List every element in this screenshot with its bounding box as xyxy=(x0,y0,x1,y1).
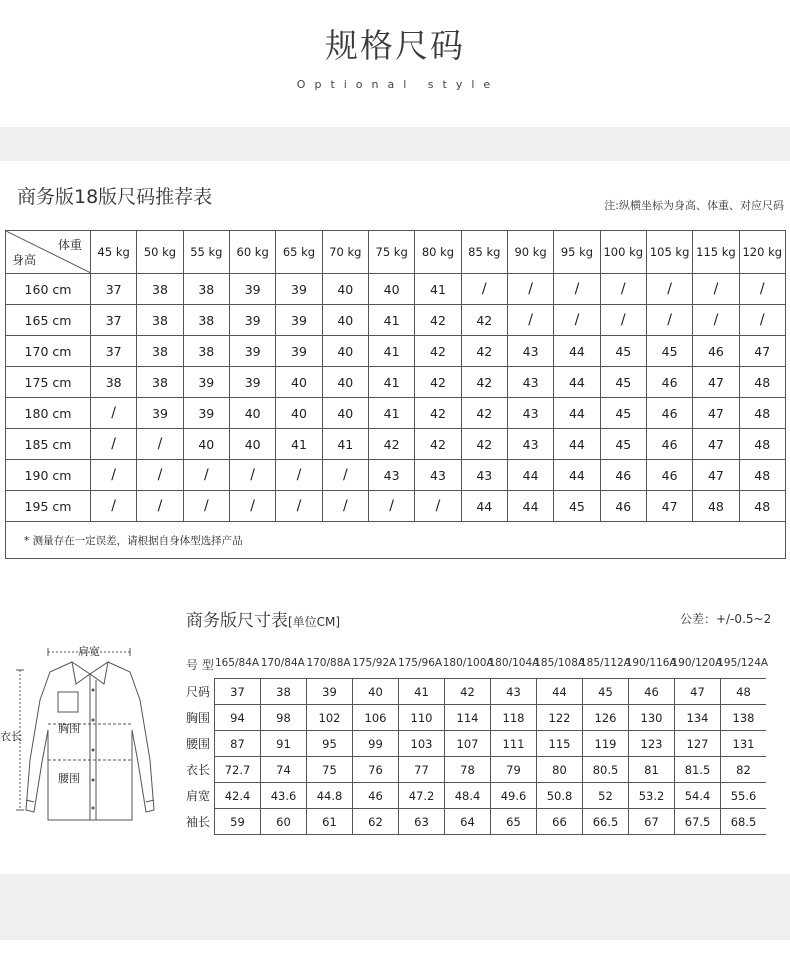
size-cell: 47 xyxy=(693,460,739,491)
model-cell: 185/112A xyxy=(580,657,631,669)
size-value-cell: 46 xyxy=(629,679,675,705)
size-cell: 46 xyxy=(600,460,646,491)
model-cell: 170/84A xyxy=(260,657,305,669)
chest-label: 胸围 xyxy=(58,723,80,735)
size-cell: 42 xyxy=(415,398,461,429)
size-cell: 47 xyxy=(693,367,739,398)
size-cell: 38 xyxy=(183,305,229,336)
size-cell: 39 xyxy=(276,274,322,305)
size-value-cell: 46 xyxy=(353,783,399,809)
size-table-unit: [单位CM] xyxy=(288,615,341,629)
size-cell: 43 xyxy=(368,460,414,491)
recommend-title: 商务版18版尺码推荐表 xyxy=(17,186,213,208)
size-cell-na: / xyxy=(91,491,137,522)
size-value-cell: 81 xyxy=(629,757,675,783)
size-cell: 41 xyxy=(276,429,322,460)
recommend-row xyxy=(6,305,786,336)
size-cell: 37 xyxy=(91,274,137,305)
recommend-body xyxy=(6,274,786,522)
size-cell: 48 xyxy=(739,491,785,522)
size-cell: 41 xyxy=(415,274,461,305)
height-cell: 175 cm xyxy=(6,367,91,398)
size-cell: 39 xyxy=(183,367,229,398)
size-cell: 41 xyxy=(322,429,368,460)
model-cell: 195/124A xyxy=(717,657,769,669)
size-value-cell: 60 xyxy=(261,809,307,835)
size-value-cell: 40 xyxy=(353,679,399,705)
size-value-cell: 62 xyxy=(353,809,399,835)
size-value-cell: 45 xyxy=(583,679,629,705)
size-cell-na: / xyxy=(693,274,739,305)
size-cell-na: / xyxy=(646,274,692,305)
recommend-note: 注:纵横坐标为身高、体重、对应尺码 xyxy=(604,199,784,212)
size-cell: 39 xyxy=(229,367,275,398)
size-cell-na: / xyxy=(91,398,137,429)
size-row-label: 衣长 xyxy=(186,763,211,777)
size-cell: 47 xyxy=(693,429,739,460)
size-table-title-text: 商务版尺寸表 xyxy=(186,611,288,631)
weight-header: 100 kg xyxy=(600,231,646,274)
size-value-cell: 59 xyxy=(215,809,261,835)
size-cell: 40 xyxy=(368,274,414,305)
waist-label: 腰围 xyxy=(58,773,80,785)
weight-header: 70 kg xyxy=(322,231,368,274)
size-row xyxy=(186,705,766,731)
size-cell: 44 xyxy=(554,367,600,398)
size-value-cell: 47 xyxy=(675,679,721,705)
size-value-cell: 43.6 xyxy=(261,783,307,809)
size-value-cell: 78 xyxy=(445,757,491,783)
size-cell-na: / xyxy=(507,274,553,305)
recommend-header-row xyxy=(6,231,786,274)
size-value-cell: 66 xyxy=(537,809,583,835)
size-cell: 46 xyxy=(693,336,739,367)
shoulder-label: 肩宽 xyxy=(78,646,100,658)
size-value-cell: 55.6 xyxy=(721,783,767,809)
size-value-cell: 42.4 xyxy=(215,783,261,809)
size-value-cell: 47.2 xyxy=(399,783,445,809)
size-cell: 40 xyxy=(322,305,368,336)
height-cell: 160 cm xyxy=(6,274,91,305)
weight-header: 50 kg xyxy=(137,231,183,274)
height-cell: 170 cm xyxy=(6,336,91,367)
size-value-cell: 107 xyxy=(445,731,491,757)
size-cell: 47 xyxy=(693,398,739,429)
model-cell: 185/108A xyxy=(534,657,586,669)
size-cell-na: / xyxy=(229,460,275,491)
size-cell: 40 xyxy=(183,429,229,460)
size-table-body xyxy=(186,679,766,835)
size-cell: 41 xyxy=(368,367,414,398)
size-value-cell: 130 xyxy=(629,705,675,731)
size-cell-na: / xyxy=(461,274,507,305)
size-cell: 43 xyxy=(507,398,553,429)
model-label: 号 型 xyxy=(186,658,214,672)
size-cell: 44 xyxy=(507,491,553,522)
size-cell: 38 xyxy=(91,367,137,398)
size-cell: 38 xyxy=(137,336,183,367)
size-value-cell: 91 xyxy=(261,731,307,757)
recommend-row xyxy=(6,398,786,429)
page-title: 规格尺码 xyxy=(325,26,465,65)
model-cell: 190/120A xyxy=(671,657,723,669)
size-cell: 38 xyxy=(137,305,183,336)
size-cell: 40 xyxy=(229,398,275,429)
weight-header: 75 kg xyxy=(368,231,414,274)
size-row-label: 腰围 xyxy=(186,737,211,751)
size-value-cell: 43 xyxy=(491,679,537,705)
size-value-cell: 63 xyxy=(399,809,445,835)
size-value-cell: 54.4 xyxy=(675,783,721,809)
size-value-cell: 64 xyxy=(445,809,491,835)
recommend-footnote-row xyxy=(6,522,786,559)
size-cell: 38 xyxy=(183,336,229,367)
size-value-cell: 48 xyxy=(721,679,767,705)
weight-header: 55 kg xyxy=(183,231,229,274)
weight-header: 60 kg xyxy=(229,231,275,274)
size-cell: 46 xyxy=(646,398,692,429)
size-row xyxy=(186,757,766,783)
size-row xyxy=(186,783,766,809)
size-value-cell: 77 xyxy=(399,757,445,783)
size-cell: 43 xyxy=(507,336,553,367)
size-value-cell: 122 xyxy=(537,705,583,731)
size-cell: 48 xyxy=(739,460,785,491)
size-value-cell: 53.2 xyxy=(629,783,675,809)
size-cell: 45 xyxy=(600,398,646,429)
size-cell: 46 xyxy=(646,460,692,491)
size-value-cell: 61 xyxy=(307,809,353,835)
spacer xyxy=(0,565,790,595)
size-cell-na: / xyxy=(739,305,785,336)
recommend-row xyxy=(6,460,786,491)
size-cell: 42 xyxy=(415,336,461,367)
size-cell-na: / xyxy=(183,460,229,491)
size-row-label: 肩宽 xyxy=(186,789,211,803)
size-cell: 38 xyxy=(183,274,229,305)
size-cell: 42 xyxy=(461,336,507,367)
size-value-cell: 131 xyxy=(721,731,767,757)
size-table-title xyxy=(186,606,340,631)
size-cell-na: / xyxy=(322,460,368,491)
size-cell-na: / xyxy=(183,491,229,522)
size-value-cell: 37 xyxy=(215,679,261,705)
size-value-cell: 44 xyxy=(537,679,583,705)
size-value-cell: 138 xyxy=(721,705,767,731)
size-value-cell: 75 xyxy=(307,757,353,783)
model-cell: 190/116A xyxy=(625,657,677,669)
size-value-cell: 67 xyxy=(629,809,675,835)
size-value-cell: 65 xyxy=(491,809,537,835)
size-value-cell: 114 xyxy=(445,705,491,731)
size-cell-na: / xyxy=(91,429,137,460)
size-cell-na: / xyxy=(322,491,368,522)
size-row-label: 尺码 xyxy=(186,685,211,699)
size-cell: 41 xyxy=(368,305,414,336)
recommend-table xyxy=(5,230,786,559)
size-cell-na: / xyxy=(276,460,322,491)
recommend-row xyxy=(6,429,786,460)
size-value-cell: 98 xyxy=(261,705,307,731)
size-cell-na: / xyxy=(415,491,461,522)
size-cell: 42 xyxy=(368,429,414,460)
size-cell: 42 xyxy=(415,429,461,460)
size-cell: 42 xyxy=(415,367,461,398)
size-cell-na: / xyxy=(137,460,183,491)
model-cell: 180/104A xyxy=(488,657,540,669)
weight-header: 90 kg xyxy=(507,231,553,274)
size-value-cell: 39 xyxy=(307,679,353,705)
size-cell: 40 xyxy=(276,367,322,398)
size-value-cell: 115 xyxy=(537,731,583,757)
size-cell: 44 xyxy=(554,460,600,491)
size-value-cell: 134 xyxy=(675,705,721,731)
size-value-cell: 123 xyxy=(629,731,675,757)
size-value-cell: 95 xyxy=(307,731,353,757)
size-value-cell: 106 xyxy=(353,705,399,731)
size-cell: 43 xyxy=(507,367,553,398)
size-cell-na: / xyxy=(646,305,692,336)
size-cell: 42 xyxy=(461,429,507,460)
weight-header: 95 kg xyxy=(554,231,600,274)
size-cell-na: / xyxy=(600,305,646,336)
size-cell: 40 xyxy=(322,274,368,305)
size-cell-na: / xyxy=(368,491,414,522)
size-cell-na: / xyxy=(91,460,137,491)
size-cell-na: / xyxy=(507,305,553,336)
size-cell: 46 xyxy=(600,491,646,522)
size-cell: 39 xyxy=(183,398,229,429)
size-value-cell: 82 xyxy=(721,757,767,783)
size-cell: 39 xyxy=(229,274,275,305)
length-label: 衣长 xyxy=(0,731,22,743)
size-value-cell: 68.5 xyxy=(721,809,767,835)
page-subtitle: Optional style xyxy=(296,78,500,91)
size-cell-na: / xyxy=(137,429,183,460)
size-cell: 40 xyxy=(322,398,368,429)
weight-header: 65 kg xyxy=(276,231,322,274)
size-value-cell: 103 xyxy=(399,731,445,757)
size-value-cell: 52 xyxy=(583,783,629,809)
size-value-cell: 111 xyxy=(491,731,537,757)
size-value-cell: 48.4 xyxy=(445,783,491,809)
size-value-cell: 119 xyxy=(583,731,629,757)
size-cell: 39 xyxy=(229,305,275,336)
height-cell: 165 cm xyxy=(6,305,91,336)
size-cell: 40 xyxy=(322,336,368,367)
size-cell-na: / xyxy=(693,305,739,336)
size-cell: 48 xyxy=(693,491,739,522)
size-cell: 46 xyxy=(646,429,692,460)
size-value-cell: 127 xyxy=(675,731,721,757)
divider-band-bottom xyxy=(0,874,790,940)
model-cell: 165/84A xyxy=(214,657,260,669)
size-cell: 45 xyxy=(646,336,692,367)
model-cell: 170/88A xyxy=(306,657,351,669)
recommend-footnote: * 测量存在一定误差，请根据自身体型选择产品 xyxy=(6,522,786,559)
size-value-cell: 72.7 xyxy=(215,757,261,783)
recommend-row xyxy=(6,274,786,305)
size-value-cell: 44.8 xyxy=(307,783,353,809)
size-cell: 38 xyxy=(137,274,183,305)
size-value-cell: 80 xyxy=(537,757,583,783)
size-cell-na: / xyxy=(739,274,785,305)
recommend-corner-cell xyxy=(6,231,91,274)
size-value-cell: 41 xyxy=(399,679,445,705)
shirt-diagram xyxy=(0,640,180,830)
corner-height-label: 身高 xyxy=(12,253,37,267)
size-row-label: 袖长 xyxy=(186,815,211,829)
size-value-cell: 66.5 xyxy=(583,809,629,835)
corner-weight-label: 体重 xyxy=(57,238,82,252)
size-cell: 40 xyxy=(322,367,368,398)
tolerance-text: 公差：+/-0.5~2 xyxy=(680,612,772,626)
recommend-row xyxy=(6,367,786,398)
size-value-cell: 94 xyxy=(215,705,261,731)
size-value-cell: 110 xyxy=(399,705,445,731)
size-value-cell: 99 xyxy=(353,731,399,757)
size-value-cell: 42 xyxy=(445,679,491,705)
size-cell: 39 xyxy=(276,305,322,336)
size-value-cell: 50.8 xyxy=(537,783,583,809)
weight-header: 45 kg xyxy=(91,231,137,274)
size-value-cell: 81.5 xyxy=(675,757,721,783)
weight-header: 105 kg xyxy=(646,231,692,274)
size-value-cell: 79 xyxy=(491,757,537,783)
size-cell: 41 xyxy=(368,398,414,429)
size-cell: 45 xyxy=(600,367,646,398)
recommend-row xyxy=(6,336,786,367)
size-cell: 44 xyxy=(461,491,507,522)
model-cell: 175/96A xyxy=(397,657,443,669)
height-cell: 190 cm xyxy=(6,460,91,491)
size-table xyxy=(186,678,766,835)
size-value-cell: 102 xyxy=(307,705,353,731)
size-cell: 40 xyxy=(276,398,322,429)
size-row xyxy=(186,809,766,835)
size-value-cell: 126 xyxy=(583,705,629,731)
size-value-cell: 74 xyxy=(261,757,307,783)
size-value-cell: 118 xyxy=(491,705,537,731)
size-cell: 45 xyxy=(600,336,646,367)
weight-header: 85 kg xyxy=(461,231,507,274)
size-cell: 46 xyxy=(646,367,692,398)
size-cell: 42 xyxy=(415,305,461,336)
size-value-cell: 80.5 xyxy=(583,757,629,783)
size-row-label: 胸围 xyxy=(186,711,211,725)
size-cell-na: / xyxy=(554,274,600,305)
size-cell: 42 xyxy=(461,367,507,398)
size-value-cell: 87 xyxy=(215,731,261,757)
height-cell: 180 cm xyxy=(6,398,91,429)
size-cell: 37 xyxy=(91,336,137,367)
size-cell: 44 xyxy=(554,336,600,367)
size-cell: 39 xyxy=(229,336,275,367)
size-cell: 47 xyxy=(739,336,785,367)
model-cell: 180/100A xyxy=(442,657,494,669)
size-cell: 48 xyxy=(739,429,785,460)
size-row xyxy=(186,731,766,757)
height-cell: 185 cm xyxy=(6,429,91,460)
size-cell: 43 xyxy=(507,429,553,460)
size-cell: 40 xyxy=(229,429,275,460)
size-cell: 44 xyxy=(507,460,553,491)
size-cell: 45 xyxy=(600,429,646,460)
size-cell: 42 xyxy=(461,398,507,429)
size-cell: 39 xyxy=(137,398,183,429)
size-cell: 45 xyxy=(554,491,600,522)
model-cell: 175/92A xyxy=(352,657,397,669)
size-cell: 42 xyxy=(461,305,507,336)
size-cell: 37 xyxy=(91,305,137,336)
weight-header: 115 kg xyxy=(693,231,739,274)
size-value-cell: 76 xyxy=(353,757,399,783)
size-cell: 48 xyxy=(739,367,785,398)
size-cell-na: / xyxy=(276,491,322,522)
size-cell-na: / xyxy=(554,305,600,336)
divider-band-top xyxy=(0,127,790,161)
weight-header: 80 kg xyxy=(415,231,461,274)
weight-header: 120 kg xyxy=(739,231,785,274)
size-cell-na: / xyxy=(137,491,183,522)
size-value-cell: 49.6 xyxy=(491,783,537,809)
size-cell: 47 xyxy=(646,491,692,522)
size-row xyxy=(186,679,766,705)
size-value-cell: 67.5 xyxy=(675,809,721,835)
size-cell: 44 xyxy=(554,429,600,460)
size-cell: 41 xyxy=(368,336,414,367)
size-cell: 43 xyxy=(415,460,461,491)
size-value-cell: 38 xyxy=(261,679,307,705)
size-cell-na: / xyxy=(600,274,646,305)
size-cell: 44 xyxy=(554,398,600,429)
size-cell: 39 xyxy=(276,336,322,367)
recommend-row xyxy=(6,491,786,522)
size-cell: 38 xyxy=(137,367,183,398)
size-cell-na: / xyxy=(229,491,275,522)
size-cell: 43 xyxy=(461,460,507,491)
height-cell: 195 cm xyxy=(6,491,91,522)
size-cell: 48 xyxy=(739,398,785,429)
